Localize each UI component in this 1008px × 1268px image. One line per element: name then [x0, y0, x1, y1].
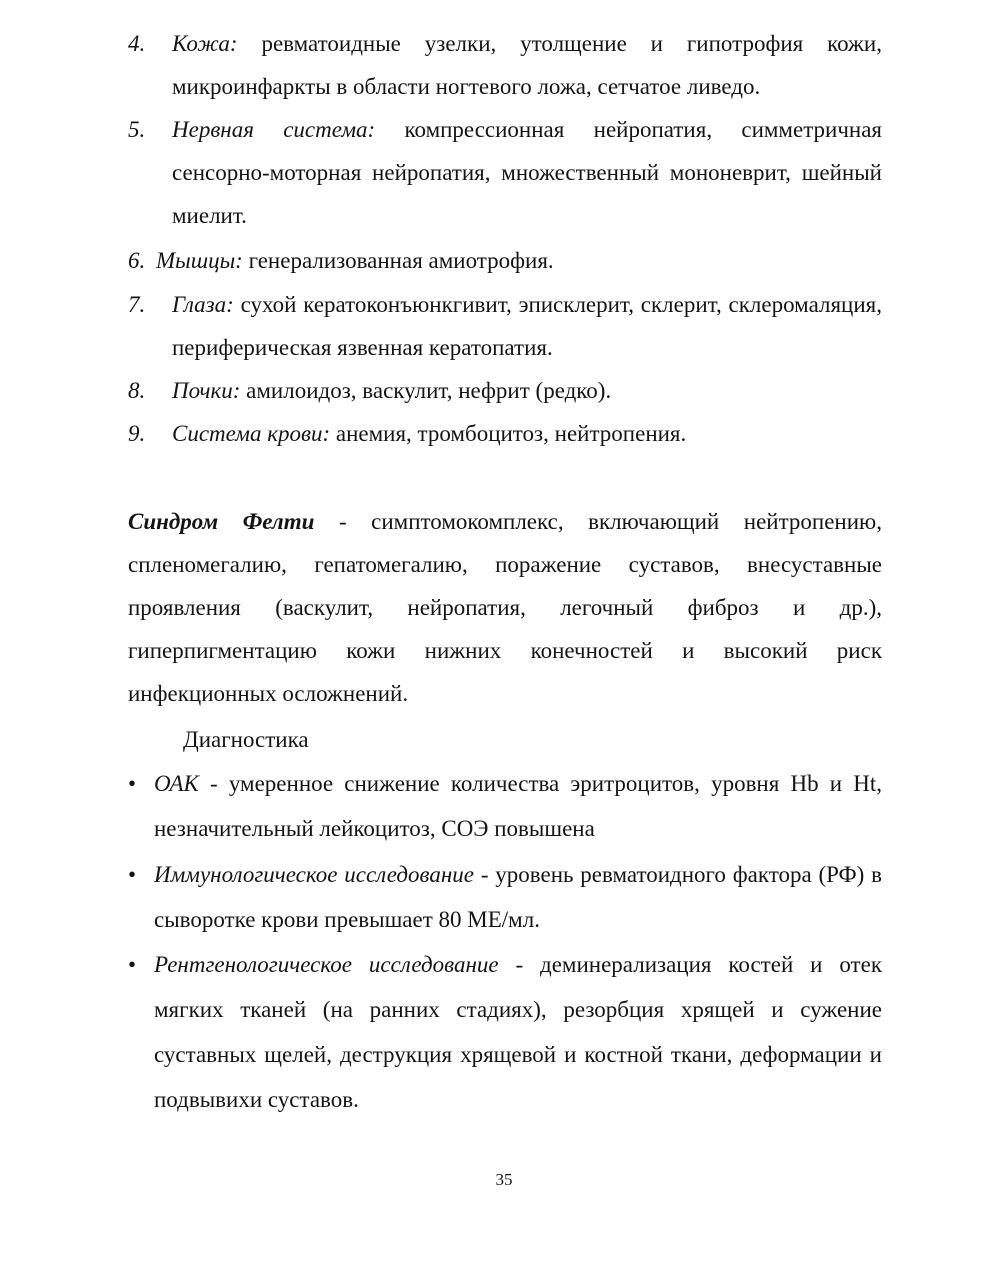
- list-item-text: генерализованная амиотрофия.: [242, 248, 554, 273]
- list-number: 7.: [128, 292, 146, 317]
- list-number: 8.: [128, 378, 146, 403]
- bullet-icon: •: [128, 862, 137, 887]
- diagnostic-item-cbc: [128, 761, 882, 851]
- list-item-text: ревматоидные узелки, утолщение и гипотрофия кожи, микроинфаркты в области ногтевого ложа, сетчатое ливедо.: [172, 31, 882, 99]
- list-item-blood-system: [128, 412, 882, 455]
- list-item-text: компрессионная нейропатия, симметричная сенсорно-моторная нейропатия, множественный мононеврит, шейный миелит.: [172, 117, 883, 228]
- diagnostic-item-body: [154, 761, 882, 851]
- diagnostic-item-radiology: [128, 942, 882, 1122]
- diagnostic-item-term: ОАК: [154, 771, 199, 796]
- list-item-skin: [128, 22, 882, 108]
- list-item-term: Почки:: [172, 378, 241, 403]
- diagnostic-item-term: Рентгенологическое исследование: [154, 952, 499, 977]
- felty-syndrome-term: Синдром Фелти: [128, 509, 315, 534]
- diagnostics-heading: Диагностика: [183, 727, 309, 752]
- list-item-term: Глаза:: [172, 292, 234, 317]
- list-number: 5.: [128, 117, 146, 142]
- diagnostic-item-body: [154, 852, 882, 942]
- list-item-eyes: [128, 283, 882, 369]
- list-item-term: Мышцы:: [156, 248, 243, 273]
- list-item-term: Кожа:: [172, 31, 238, 56]
- list-item-term: Система крови:: [172, 421, 331, 446]
- list-item-text: анемия, тромбоцитоз, нейтропения.: [330, 421, 687, 446]
- felty-syndrome-text: - симптомокомплекс, включающий нейтропению, спленомегалию, гепатомегалию, поражение суставов, внесуставные проявления (васкулит, нейропатия, легочный фиброз и др.), гиперпигментацию кожи нижних конечностей и высокий риск инфекционных осложнений.: [128, 509, 882, 706]
- bullet-icon: •: [128, 771, 137, 796]
- list-item-nervous-system: [128, 108, 882, 237]
- list-number: 6.: [128, 248, 146, 273]
- list-item-text: сухой кератоконъюнкгивит, эписклерит, склерит, склеромаляция, периферическая язвенная кератопатия.: [172, 292, 882, 360]
- diagnostic-item-term: Иммунологическое исследование: [154, 862, 475, 887]
- list-item-body: [156, 239, 882, 282]
- bullet-icon: •: [128, 952, 137, 977]
- list-number: 4.: [128, 31, 146, 56]
- diagnostic-item-body: [154, 942, 882, 1122]
- list-number: 9.: [128, 421, 146, 446]
- list-item-body: [172, 412, 882, 455]
- list-item-kidneys: [128, 369, 882, 412]
- list-item-text: амилоидоз, васкулит, нефрит (редко).: [240, 378, 612, 403]
- diagnostic-item-text: - деминерализация костей и отек мягких тканей (на ранних стадиях), резорбция хрящей и сужение суставных щелей, деструкция хрящевой и костной ткани, деформации и подвывихи суставов.: [154, 952, 882, 1112]
- list-item-muscles: [128, 239, 882, 282]
- list-item-body: [172, 283, 882, 369]
- diagnostic-item-text: - уровень ревматоидного фактора (РФ) в сыворотке крови превышает 80 МЕ/мл.: [154, 862, 882, 932]
- felty-syndrome-paragraph: [128, 500, 882, 715]
- diagnostic-item-immunology: [128, 852, 882, 942]
- page-number: 35: [495, 1170, 513, 1189]
- list-item-body: [172, 22, 882, 108]
- diagnostic-item-text: - умеренное снижение количества эритроцитов, уровня Hb и Ht, незначительный лейкоцитоз, СОЭ повышена: [154, 771, 882, 841]
- list-item-body: [172, 108, 882, 237]
- list-item-body: [172, 369, 882, 412]
- list-item-term: Нервная система:: [172, 117, 376, 142]
